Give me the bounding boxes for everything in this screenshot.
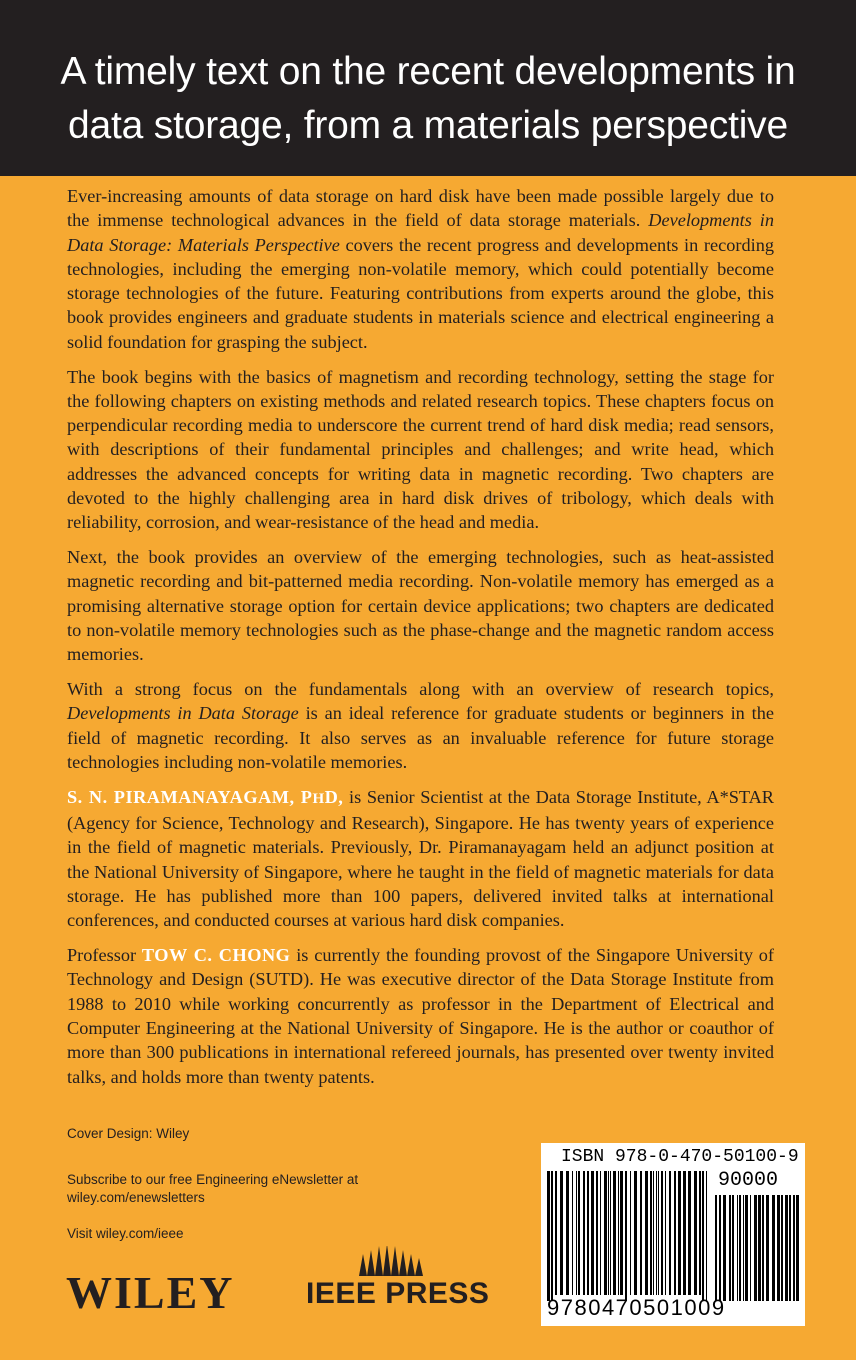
wiley-logo: WILEY [66, 1267, 235, 1318]
barcode-bar [789, 1195, 791, 1301]
book-title-short-italic: Developments in Data Storage [67, 703, 299, 724]
barcode-bars-addon [715, 1195, 799, 1301]
barcode-bar [678, 1171, 681, 1295]
barcode-bar [547, 1171, 550, 1301]
cover-header [0, 0, 856, 176]
barcode-bar [613, 1171, 616, 1295]
barcode-bar [600, 1171, 601, 1295]
barcode-bar [674, 1171, 676, 1295]
p1-text-b: covers the recent progress and developments in recording technologies, including the emerging non-volatile memory, which could potentially become storage technologies of the future. Featuring contributions from experts around the globe, this book provides engineers and graduate students in materials science and electrical engineering a solid foundation for grasping the subject. [67, 234, 774, 352]
barcode-bar [591, 1171, 594, 1295]
paragraph-chapters: The book begins with the basics of magnetism and recording technology, setting the stage for the following chapters on existing methods and related research topics. These chapters focus on perpendicular recording media to underscore the current trend of hard disk media; read sensors, with descriptions of their fundamental principles and challenges; and write head, which addresses the advanced concepts for writing data in magnetic recording. Two chapters are devoted to the highly challenging area in hard disk drives of tribology, which deals with reliability, corrosion, and wear-resistance of the head and media. [67, 366, 774, 533]
barcode-bar [745, 1195, 748, 1301]
isbn-digits: 9780470501009 [547, 1295, 726, 1320]
barcode-bar [604, 1171, 607, 1295]
barcode-bar [694, 1171, 697, 1295]
author-1-name: S. N. PIRAMANAYAGAM, PHD, [67, 786, 344, 807]
barcode-bar [645, 1171, 648, 1295]
barcode-bar [596, 1171, 598, 1295]
barcode-bar [630, 1171, 631, 1295]
barcode-bar [719, 1195, 721, 1301]
barcode-bar [640, 1171, 642, 1295]
visit-link[interactable]: Visit wiley.com/ieee [67, 1226, 184, 1241]
barcode-bar [572, 1171, 573, 1295]
barcode-bar [766, 1195, 769, 1301]
barcode-bar [723, 1195, 726, 1301]
barcode-bar [699, 1171, 701, 1295]
barcode-bar [658, 1171, 659, 1295]
barcode-bar [796, 1195, 799, 1301]
barcode-bar [772, 1195, 775, 1301]
barcode-bar [551, 1171, 553, 1301]
author-1-bio: is Senior Scientist at the Data Storage Institute, A*STAR (Agency for Science, Technology and Research), Singapore. He has twenty years of experience in the field of magnetic materials. Previously, Dr. Piramanayagam held an adjunct position at the National University of Singapore, where he taught in the field of magnetic materials for data storage. He has published more than 100 papers, delivered invited talks at international conferences, and conducted courses at various hard disk companies. [67, 786, 774, 931]
barcode-bar [781, 1195, 783, 1301]
barcode-bar [702, 1171, 704, 1301]
paragraph-intro [67, 184, 774, 354]
barcode-bar [743, 1195, 744, 1301]
barcode-bar [661, 1171, 663, 1295]
barcode-bar [634, 1171, 637, 1295]
barcode-bar [653, 1171, 654, 1295]
barcode-bar [715, 1195, 717, 1301]
ieee-pillars-icon [306, 1246, 476, 1278]
barcode-bar [739, 1195, 741, 1301]
header-line-2: data storage, from a materials perspective [68, 104, 788, 147]
newsletter-line-1: Subscribe to our free Engineering eNewsletter at [67, 1172, 359, 1187]
barcode-bar [758, 1195, 761, 1301]
author-2-name: TOW C. CHONG [141, 945, 291, 966]
barcode-bar [669, 1171, 671, 1295]
barcode-bar [608, 1171, 609, 1295]
isbn-label: ISBN 978-0-470-50100-9 [561, 1147, 799, 1167]
barcode-bar [706, 1171, 707, 1301]
barcode-bar [754, 1195, 757, 1301]
author-2-prefix: Professor [67, 945, 142, 966]
barcode-bar [777, 1195, 780, 1301]
barcode-bar [729, 1195, 731, 1301]
barcode-bar [625, 1171, 627, 1301]
author-2-bio: is currently the founding provost of the Singapore University of Technology and Design (SUTD). He was executive director of the Data Storage Institute from 1988 to 2010 while working concurrently as professor in the Department of Electrical and Computer Engineering at the National University of Singapore. He is the author or coauthor of more than 300 publications in international refereed journals, has presented over twenty invited talks, and holds more than twenty patents. [67, 945, 775, 1087]
barcode-bar [656, 1171, 657, 1295]
cover-design-credit: Cover Design: Wiley [67, 1126, 190, 1141]
barcode-bar [576, 1171, 577, 1295]
barcode-bar [793, 1195, 795, 1301]
barcode-bar [683, 1171, 686, 1295]
ieee-press-text: IEEE PRESS [306, 1277, 490, 1310]
barcode-bar [566, 1171, 569, 1295]
barcode-bar [785, 1195, 788, 1301]
barcode-bar [555, 1171, 557, 1295]
barcode-bar [560, 1171, 563, 1295]
barcode-bar [665, 1171, 666, 1295]
p1-text-a: Ever-increasing amounts of data storage on hard disk have been made possible largely due to the immense technological advances in the field of data storage materials. [67, 186, 774, 231]
barcode-bar [578, 1171, 580, 1295]
isbn-barcode [541, 1143, 805, 1326]
p4-text-b: is an ideal reference for graduate students or beginners in the field of magnetic recording. It also serves as an invaluable reference for future storage technologies including non-volatile memories. [67, 703, 775, 773]
paragraph-emerging: Next, the book provides an overview of the emerging technologies, such as heat-assisted magnetic recording and bit-patterned media recording. Non-volatile memory has emerged as a promising alternative storage option for certain device applications; two chapters are dedicated to non-volatile memory technologies such as the phase-change and the magnetic random access memories. [67, 547, 774, 665]
price-code: 90000 [718, 1169, 779, 1192]
barcode-bar [762, 1195, 764, 1301]
barcode-bar [618, 1171, 619, 1295]
description-body [67, 184, 774, 1099]
barcode-bar [620, 1171, 623, 1295]
barcode-bar [610, 1171, 611, 1295]
book-title-italic: Developments in Data Storage: Materials Perspective [67, 210, 774, 255]
barcode-bars-main [547, 1171, 707, 1301]
paragraph-summary [67, 677, 774, 774]
barcode-bar [732, 1195, 734, 1301]
newsletter-link[interactable]: wiley.com/enewsletters [67, 1190, 205, 1205]
barcode-bar [688, 1171, 691, 1295]
ieee-press-logo [306, 1246, 490, 1316]
paragraph-author-1 [67, 785, 774, 933]
paragraph-author-2 [67, 943, 774, 1089]
p4-text-a: With a strong focus on the fundamentals along with an overview of research topics, [67, 679, 774, 700]
barcode-bar [750, 1195, 751, 1301]
barcode-bar [650, 1171, 652, 1295]
header-line-1: A timely text on the recent developments in [60, 50, 796, 93]
barcode-bar [737, 1195, 738, 1301]
barcode-bar [583, 1171, 585, 1295]
barcode-bar [587, 1171, 589, 1295]
